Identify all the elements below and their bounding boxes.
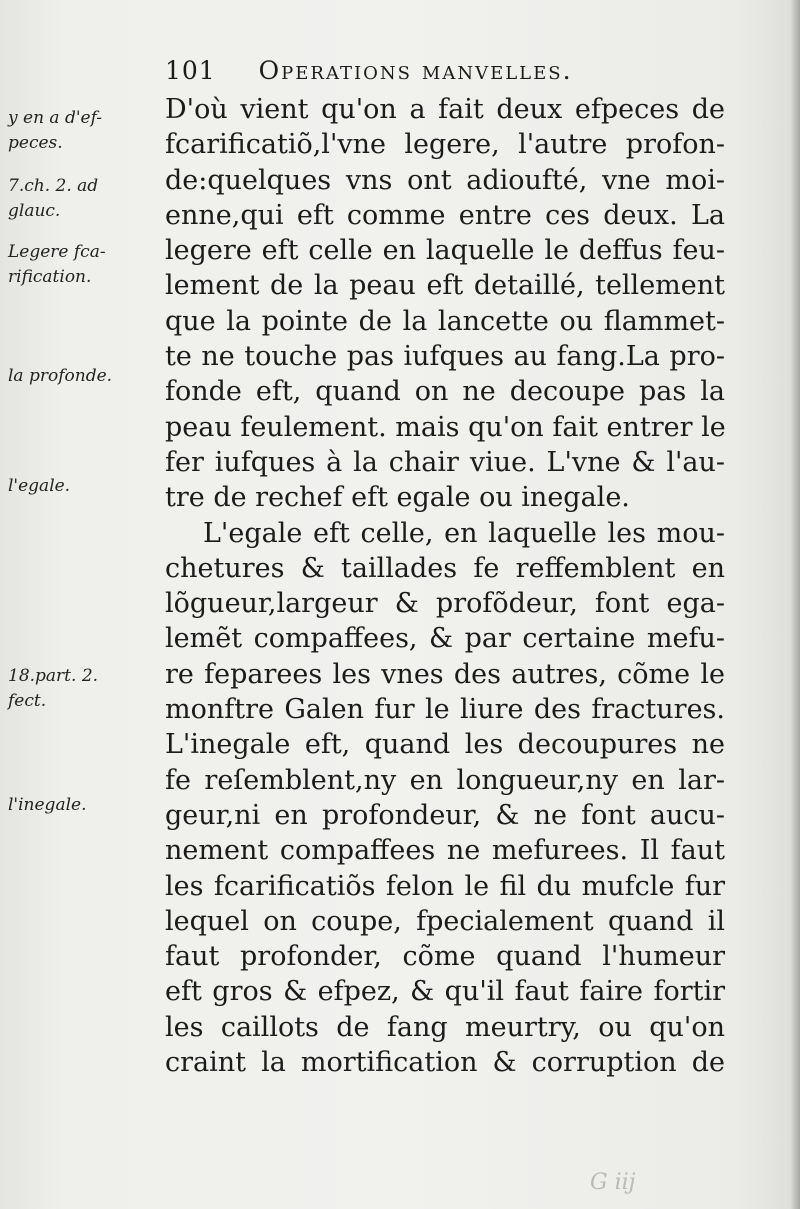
margin-note-line: fect. [8, 691, 47, 711]
margin-note [8, 793, 158, 818]
text-line: fcarificatiõ,l'vne legere, l'autre profon- [165, 129, 725, 161]
text-line: fonde eft, quand on ne decoupe pas la [165, 376, 725, 408]
margin-note-line: la profonde. [8, 366, 113, 386]
margin-note [8, 106, 158, 156]
margin-note-line: rification. [8, 267, 92, 287]
text-line: de:quelques vns ont adioufté, vne moi- [165, 164, 725, 196]
text-line: craint la mortification & corruption de [165, 1047, 725, 1079]
text-line: fer iufques à la chair viue. L'vne & l'au- [165, 446, 725, 478]
margin-note-line: l'inegale. [8, 795, 87, 815]
margin-note-line: l'egale. [8, 476, 71, 496]
margin-note-line: y en a d'ef- [8, 108, 103, 128]
page-number: 101 [165, 56, 216, 85]
text-line: chetures & taillades fe reffemblent en [165, 552, 725, 584]
margin-note [8, 364, 158, 389]
text-line: nement compaffees ne mefurees. Il faut [165, 835, 725, 867]
margin-note [8, 240, 158, 290]
margin-note-line: glauc. [8, 201, 61, 221]
text-line: tre de rechef eft egale ou inegale. [165, 482, 630, 514]
text-line: D'où vient qu'on a fait deux efpeces de [165, 94, 725, 125]
page-edge-shadow [790, 0, 800, 1209]
text-line: fe reſemblent,ny en longueur,ny en lar- [165, 764, 725, 796]
text-line: peau feulement. mais qu'on fait entrer le [165, 411, 726, 443]
running-head [165, 56, 725, 90]
text-line: lemẽt compaffees, & par certaine mefu- [165, 623, 725, 655]
signature-mark: G iij [590, 1170, 636, 1195]
text-line: L'inegale eft, quand les decoupures ne [165, 729, 725, 761]
text-line: re feparees les vnes des autres, cõme le [165, 658, 725, 690]
text-line: eft gros & efpez, & qu'il faut faire fortir [165, 976, 725, 1008]
margin-note-line: 18.part. 2. [8, 666, 99, 686]
body-text [165, 92, 725, 1080]
text-line: legere eft celle en laquelle le deffus feu- [165, 235, 725, 267]
text-line: les fcarificatiõs felon le fil du mufcle fur [165, 870, 725, 902]
margin-note [8, 474, 158, 499]
text-line: que la pointe de la lancette ou flammet- [165, 305, 725, 337]
margin-note-line: Legere fca- [8, 242, 106, 262]
text-line: les caillots de fang meurtry, ou qu'on [165, 1011, 725, 1043]
margin-note [8, 664, 158, 714]
text-line: lõgueur,largeur & profõdeur, font ega- [165, 588, 725, 620]
margin-note [8, 174, 158, 224]
text-line: te ne touche pas iufques au fang.La pro- [165, 341, 725, 373]
running-title: Operations manvelles. [258, 56, 573, 85]
text-line: enne,qui eft comme entre ces deux. La [165, 199, 725, 231]
margin-note-line: peces. [8, 133, 63, 153]
text-line: lequel on coupe, fpecialement quand il [165, 905, 725, 937]
text-line: geur,ni en profondeur, & ne font aucu- [165, 799, 725, 831]
text-line: lement de la peau eft detaillé, tellement [165, 270, 725, 302]
text-line: L'egale eft celle, en laquelle les mou- [203, 517, 725, 549]
margin-note-line: 7.ch. 2. ad [8, 176, 99, 196]
text-line: monftre Galen fur le liure des fractures. [165, 694, 725, 726]
text-line: faut profonder, cõme quand l'humeur [165, 941, 725, 973]
